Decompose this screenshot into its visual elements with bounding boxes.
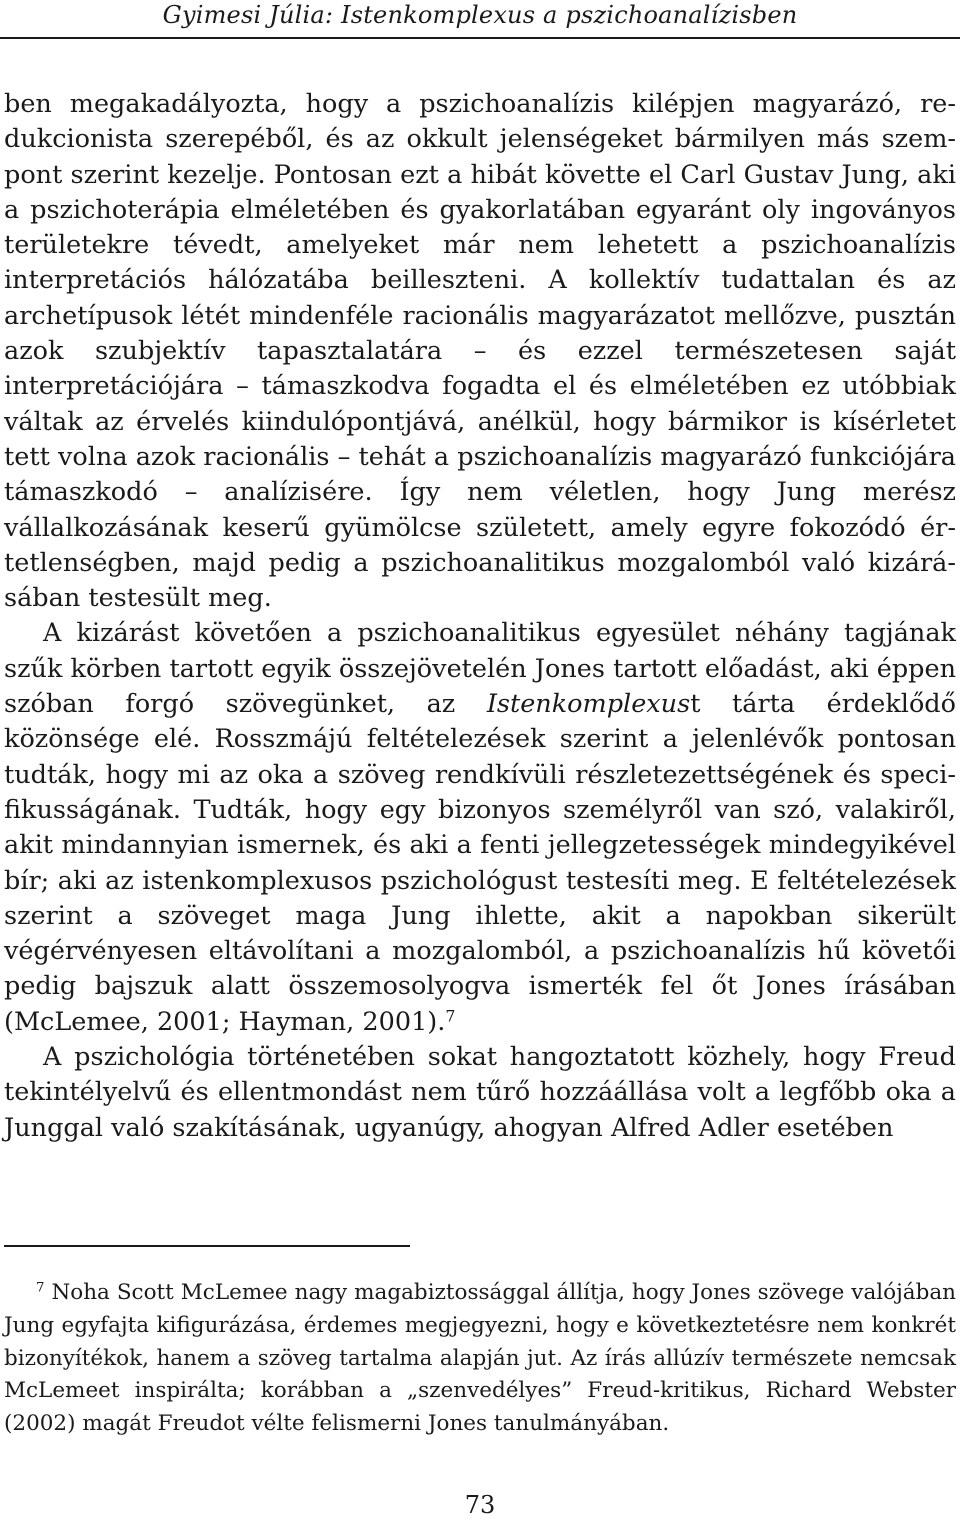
paragraph-1: ben megakadályozta, hogy a pszichoanalízis kilépjen magyarázó, redukcionista szerepéből, és az okkult jelenségeket bármilyen más szempont szerint kezelje. Pontosan ezt a hibát követte el Carl Gustav Jung, aki a pszichoterápia elméletében és gyakorlatában egyaránt oly ingoványos területekre tévedt, amelyeket már nem lehetett a pszichoanalízis interpretációs hálózatába beilleszteni. A kollektív tudattalan és az archetípusok létét mindenféle racionális magyarázatot mellőzve, pusztán azok szubjektív tapasztalatára – és ezzel természetesen saját interpretációjára – támaszkodva fogadta el és elméletében ez utóbbiak váltak az érvelés kiindulópontjává, anélkül, hogy bármikor is kísérletet tett volna azok racionális – tehát a pszichoanalízis magyarázó funkciójára támaszkodó – analízisére. Így nem véletlen, hogy Jung merész vállalkozásának keserű gyümölcse született, amely egyre fokozódó értetlenségben, majd pedig a pszichoanalitikus mozgalomból való kizárásában testesült meg. — [4, 89, 956, 614]
paragraph-3: A pszichológia történetében sokat hangoztatott közhely, hogy Freud tekintélyelvű és ellentmondást nem tűrő hozzáállása volt a legfőbb oka a Junggal való szakításának, ugyanúgy, ahogyan Alfred Adler esetében — [4, 1042, 956, 1143]
footnote-number: 7 — [36, 1280, 45, 1296]
footnote-rule — [4, 1245, 410, 1247]
footnote-reference[interactable]: 7 — [445, 1006, 456, 1026]
paragraph-2-text-start: A kizárást követően a pszichoanalitikus egyesület néhány tagjának szűk körben tartott egyik összejövetelén Jones tartott előadást, aki éppen szóban forgó szövegünket, az — [4, 618, 956, 720]
header-rule — [0, 37, 960, 39]
paragraph-2 — [4, 616, 956, 1040]
footnote-paragraph — [4, 1277, 956, 1441]
book-title-italic: Istenkomplexus — [486, 689, 691, 720]
page-number: 73 — [464, 1491, 496, 1519]
footnote — [4, 1277, 956, 1441]
running-header: Gyimesi Júlia: Istenkomplexus a pszichoanalízisben — [162, 1, 798, 29]
body-text — [4, 87, 956, 1146]
footnote-text: Noha Scott McLemee nagy magabiztossággal állítja, hogy Jones szövege valójában Jung egyfajta kifigurázása, érdemes megjegyezni, hogy e következtetésre nem konkrét bizonyítékok, hanem a szöveg tartalma alapján jut. Az írás allúzív természete nemcsak McLemeet inspirálta; korábban a „szenvedélyes” Freud-kritikus, Richard Webster (2002) magát Freudot vélte felismerni Jones tanulmányában. — [4, 1280, 956, 1437]
paragraph-2-text-end: t tárta érdeklődő közönsége elé. Rosszmájú feltételezések szerint a jelenlévők pontosan tudták, hogy mi az oka a szöveg rendkívüli részletezettségének és specifikusságának. Tudták, hogy egy bizonyos személyről van szó, valakiről, akit mindannyian ismernek, és aki a fenti jellegzetességek mindegyikével bír; aki az istenkomplexusos pszichológust testesíti meg. E feltételezések szerint a szöveget maga Jung ihlette, akit a napokban sikerült végérvényesen eltávolítani a mozgalomból, a pszichoanalízis hű követői pedig bajszuk alatt összemosolyogva ismerték fel őt Jones írásában (McLemee, 2001; Hayman, 2001). — [4, 689, 956, 1037]
